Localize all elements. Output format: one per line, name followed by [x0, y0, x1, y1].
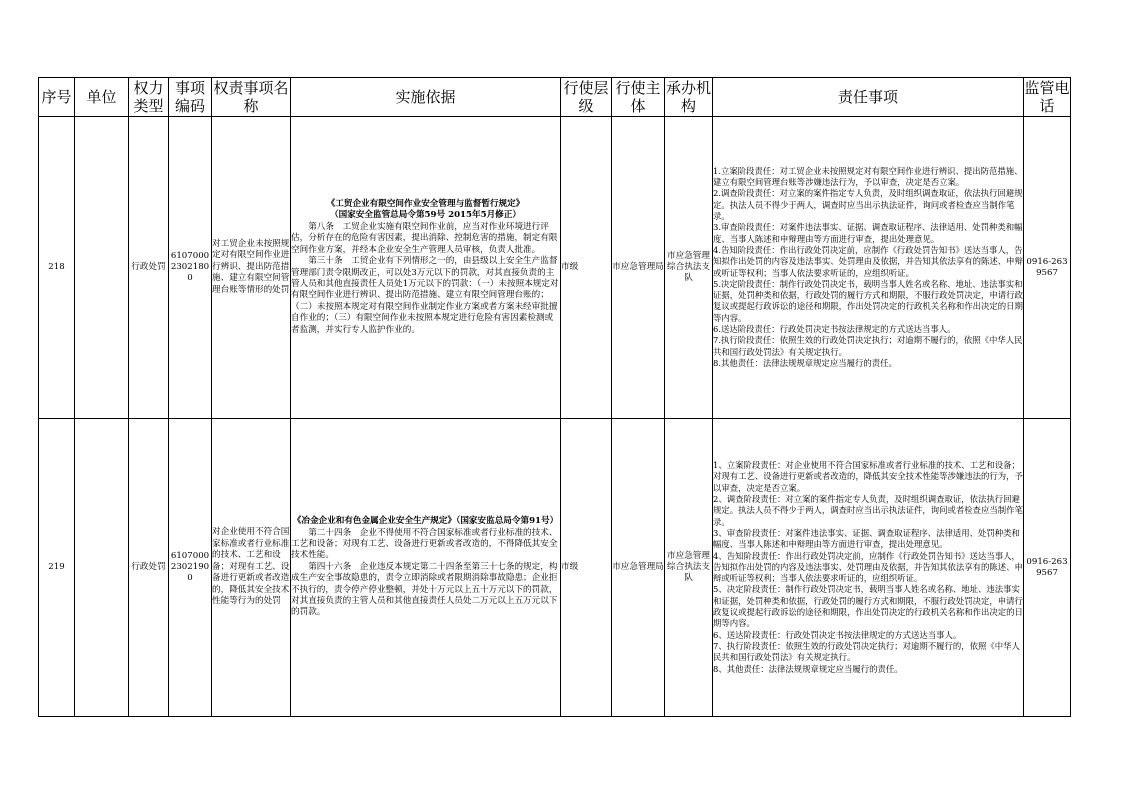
- cell-item-code: 610700023021900: [169, 419, 212, 717]
- responsibility-item: 1、立案阶段责任：对企业使用不符合国家标准或者行业标准的技术、工艺和设备；对现有工艺、设备进行更新或者改造的，降低其安全技术性能等涉嫌违法的行为，予以审查，决定是否立案。: [713, 460, 1023, 493]
- cell-basis: [291, 419, 561, 717]
- cell-agency: 市应急管理综合执法支队: [665, 419, 713, 717]
- responsibility-item: 3.审查阶段责任：对案件违法事实、证据、调查取证程序、法律适用、处罚种类和幅度、当事人陈述和申辩理由等方面进行审查，提出处理意见。: [713, 222, 1023, 244]
- table-row: [39, 117, 1071, 419]
- cell-item-code: 610700023021800: [169, 117, 212, 419]
- header-seq: 序号: [39, 78, 75, 117]
- header-agency: 承办机构: [665, 79, 711, 115]
- responsibility-item: 5.决定阶段责任：制作行政处罚决定书，载明当事人姓名或名称、地址、违法事实和证据，处罚种类和依据，行政处罚的履行方式和期限，不服行政处罚决定，申请行政复议或提起行政诉讼的途径和期限，作出处罚决定的行政机关名称和作出决定的日期等内容。: [713, 278, 1023, 323]
- cell-subject: 市应急管理局: [612, 419, 665, 717]
- header-unit: 单位: [75, 78, 129, 117]
- header-basis: 实施依据: [291, 78, 561, 117]
- cell-item-name: 对工贸企业未按照规定对有限空间作业进行辨识、提出防范措施、建立有限空间管理台账等情形的处罚: [212, 117, 291, 419]
- responsibility-item: 5、决定阶段责任：制作行政处罚决定书，载明当事人姓名或名称、地址、违法事实和证据，处罚种类和依据，行政处罚的履行方式和期限，不服行政处罚决定，申请行政复议或提起行政诉讼的途径和期限，作出处罚决定的行政机关名称和作出决定的日期等内容。: [713, 584, 1023, 629]
- cell-power-type: 行政处罚: [129, 419, 169, 717]
- cell-basis: [291, 117, 561, 419]
- cell-phone: 0916-2639567: [1024, 117, 1071, 419]
- header-level: 行使层级: [561, 78, 612, 117]
- cell-power-type: 行政处罚: [129, 117, 169, 419]
- basis-title: 《工贸企业有限空间作业安全管理与监督暂行规定》: [326, 199, 525, 210]
- cell-unit: [75, 419, 129, 717]
- header-responsibility: 责任事项: [713, 78, 1024, 117]
- basis-paragraph: 第二十四条 企业不得使用不符合国家标准或者行业标准的技术、工艺和设备；对现有工艺、设备进行更新或者改造的，不得降低其安全技术性能。: [291, 527, 558, 561]
- cell-unit: [75, 117, 129, 419]
- basis-subtitle: （国家安全监管总局令第59号 2015年5月修正）: [330, 210, 521, 221]
- authority-table: [38, 77, 1071, 717]
- cell-seq: 218: [39, 117, 75, 419]
- responsibility-item: 7、执行阶段责任：依照生效的行政处罚决定执行；对逾期不履行的，依照《中华人民共和国行政处罚法》有关规定执行。: [713, 640, 1020, 663]
- header-item-name: 权责事项名称: [213, 79, 289, 115]
- cell-level: 市级: [561, 117, 612, 419]
- header-phone: 监管电话: [1024, 79, 1070, 115]
- cell-phone: 0916-2639567: [1024, 419, 1071, 717]
- responsibility-item: 4.告知阶段责任：作出行政处罚决定前，应制作《行政处罚告知书》送达当事人，告知拟作出处罚的内容及违法事实、处罚理由及依据，并告知其依法享有的陈述、申辩或听证等权利；当事人依法要求听证的，应组织听证。: [713, 244, 1023, 278]
- responsibility-item: 2.调查阶段责任：对立案的案件指定专人负责，及时组织调查取证，依法执行回避规定。执法人员不得少于两人，调查时应当出示执法证件，询问或者检查应当制作笔录。: [713, 188, 1023, 222]
- header-row: [39, 78, 1071, 117]
- responsibility-item: 8.其他责任：法律法规规章规定应当履行的责任。: [713, 357, 897, 368]
- responsibility-item: 4、告知阶段责任：作出行政处罚决定前，应制作《行政处罚告知书》送达当事人，告知拟作出处罚的内容及违法事实、处罚理由及依据，并告知其依法享有的陈述、申辩或听证等权利；当事人依法要求听证的，应组织听证。: [713, 550, 1023, 584]
- header-subject: 行使主体: [612, 78, 665, 117]
- responsibility-item: 7.执行阶段责任：依照生效的行政处罚决定执行；对逾期不履行的，依照《中华人民共和国行政处罚法》有关规定执行。: [713, 335, 1023, 357]
- responsibility-item: 2、调查阶段责任：对立案的案件指定专人负责，及时组织调查取证，依法执行回避规定。执法人员不得少于两人，调查时应当出示执法证件，询问或者检查应当制作笔录。: [713, 494, 1023, 527]
- responsibility-item: 6、送达阶段责任：行政处罚决定书按法律规定的方式送达当事人。: [713, 629, 962, 640]
- basis-paragraph: 第八条 工贸企业实施有限空间作业前，应当对作业环境进行评估，分析存在的危险有害因素，提出消除、控制危害的措施，制定有限空间作业方案，并经本企业安全生产管理人员审核，负责人批准。: [291, 221, 558, 255]
- header-item-code: 事项编码: [169, 78, 212, 117]
- basis-paragraph: 第四十六条 企业违反本规定第二十四条至第三十七条的规定，构成生产安全事故隐患的，责令立即消除或者限期消除事故隐患；企业拒不执行的，责令停产停业整顿，并处十万元以上五十万元以下的罚款，对其直接负责的主管人员和其他直接责任人员处二万元以上五万元以下的罚款。: [291, 561, 558, 618]
- responsibility-item: 6.送达阶段责任：行政处罚决定书按法律规定的方式送达当事人。: [713, 323, 956, 334]
- responsibility-item: 1.立案阶段责任：对工贸企业未按照规定对有限空间作业进行辨识、提出防范措施、建立有限空间管理台账等涉嫌违法行为，予以审查，决定是否立案。: [713, 165, 1023, 188]
- cell-responsibility: [713, 419, 1024, 717]
- cell-agency: 市应急管理综合执法支队: [665, 117, 713, 419]
- cell-item-name: 对企业使用不符合国家标准或者行业标准的技术、工艺和设备；对现有工艺、设备进行更新或者改造的，降低其安全技术性能等行为的处罚: [212, 419, 291, 717]
- cell-seq: 219: [39, 419, 75, 717]
- table-row: [39, 419, 1071, 717]
- basis-paragraph: 第三十条 工贸企业有下列情形之一的，由县级以上安全生产监督管理部门责令限期改正，可以处3万元以下的罚款，对其直接负责的主管人员和其他直接责任人员处1万元以下的罚款：（一）未按照本规定对有限空间作业进行辨识、提出防范措施、建立有限空间管理台账的；（二）未按照本规定对有限空间作业制定作业方案或者方案未经审批擅自作业的；（三）有限空间作业未按照本规定进行危险有害因素检测或者监测，并实行专人监护作业的。: [291, 256, 559, 335]
- basis-title: 《冶金企业和有色金属企业安全生产规定》（国家安监总局令第91号）: [292, 516, 559, 527]
- cell-responsibility: [713, 117, 1024, 419]
- cell-level: 市级: [561, 419, 612, 717]
- responsibility-item: 3、审查阶段责任：对案件违法事实、证据、调查取证程序、法律适用、处罚种类和幅度、当事人陈述和申辩理由等方面进行审查，提出处理意见。: [713, 527, 1020, 550]
- header-power-type: 权力类型: [129, 78, 169, 117]
- responsibility-item: 8、其他责任：法律法规规章规定应当履行的责任。: [713, 663, 903, 674]
- cell-subject: 市应急管理局: [612, 117, 665, 419]
